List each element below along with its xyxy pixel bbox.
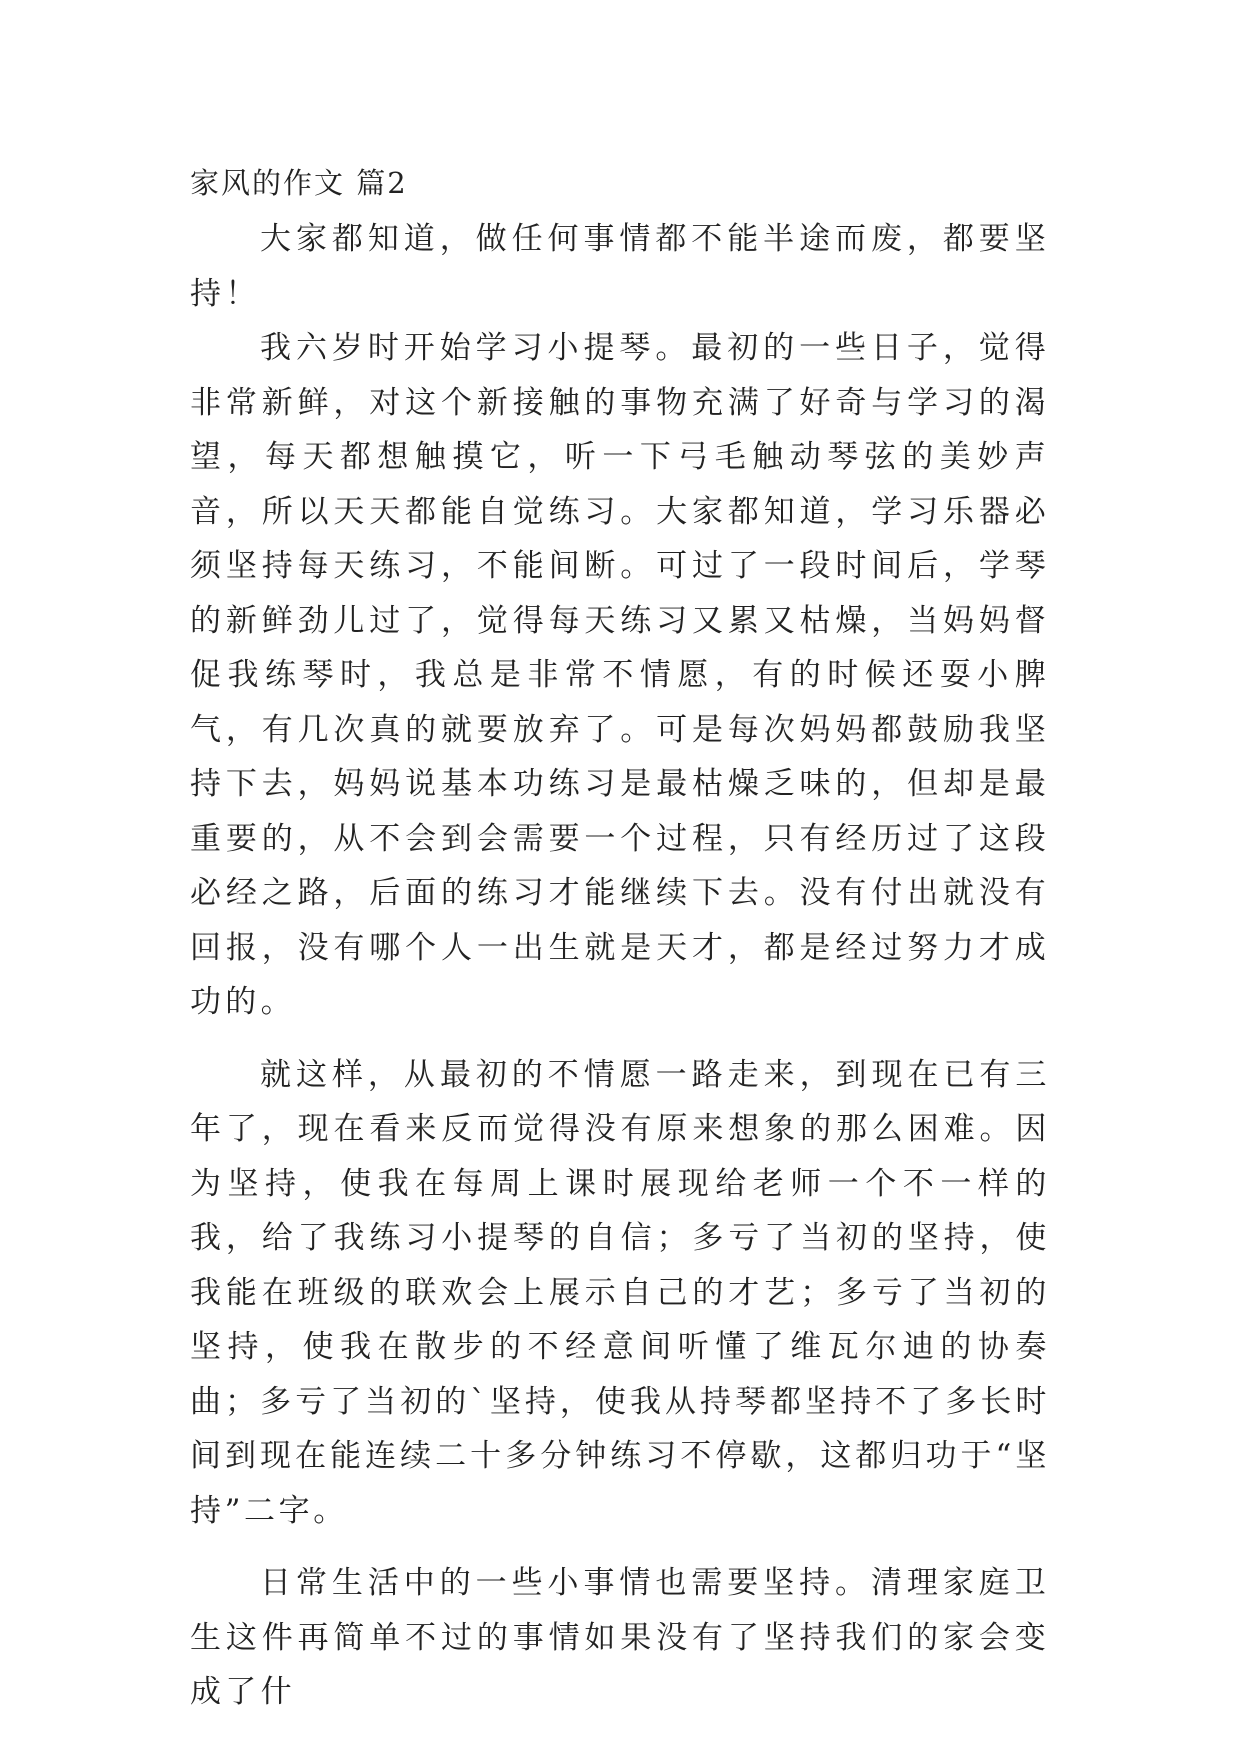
paragraph-2: 我六岁时开始学习小提琴。最初的一些日子，觉得非常新鲜，对这个新接触的事物充满了好奇与学习的渴望，每天都想触摸它，听一下弓毛触动琴弦的美妙声音，所以天天都能自觉练习。大家都知道，学习乐器必须坚持每天练习，不能间断。可过了一段时间后，学琴的新鲜劲儿过了，觉得每天练习又累又枯燥，当妈妈督促我练琴时，我总是非常不情愿，有的时候还耍小脾气，有几次真的就要放弃了。可是每次妈妈都鼓励我坚持下去，妈妈说基本功练习是最枯燥乏味的，但却是最重要的，从不会到会需要一个过程，只有经历过了这段必经之路，后面的练习才能继续下去。没有付出就没有回报，没有哪个人一出生就是天才，都是经过努力才成功的。 <box>190 330 1050 1020</box>
paragraph-4: 日常生活中的一些小事情也需要坚持。清理家庭卫生这件再简单不过的事情如果没有了坚持我们的家会变成了什 <box>190 1565 1050 1710</box>
paragraph-1: 大家都知道，做任何事情都不能半途而废，都要坚持！ <box>190 221 1050 312</box>
document-body <box>190 212 1050 1720</box>
document-title: 家风的作文 篇2 <box>190 166 408 200</box>
paragraph-3: 就这样，从最初的不情愿一路走来，到现在已有三年了，现在看来反而觉得没有原来想象的那么困难。因为坚持，使我在每周上课时展现给老师一个不一样的我，给了我练习小提琴的自信；多亏了当初的坚持，使我能在班级的联欢会上展示自己的才艺；多亏了当初的坚持，使我在散步的不经意间听懂了维瓦尔迪的协奏曲；多亏了当初的`坚持，使我从持琴都坚持不了多长时间到现在能连续二十多分钟练习不停歇，这都归功于“坚持”二字。 <box>190 1056 1050 1529</box>
